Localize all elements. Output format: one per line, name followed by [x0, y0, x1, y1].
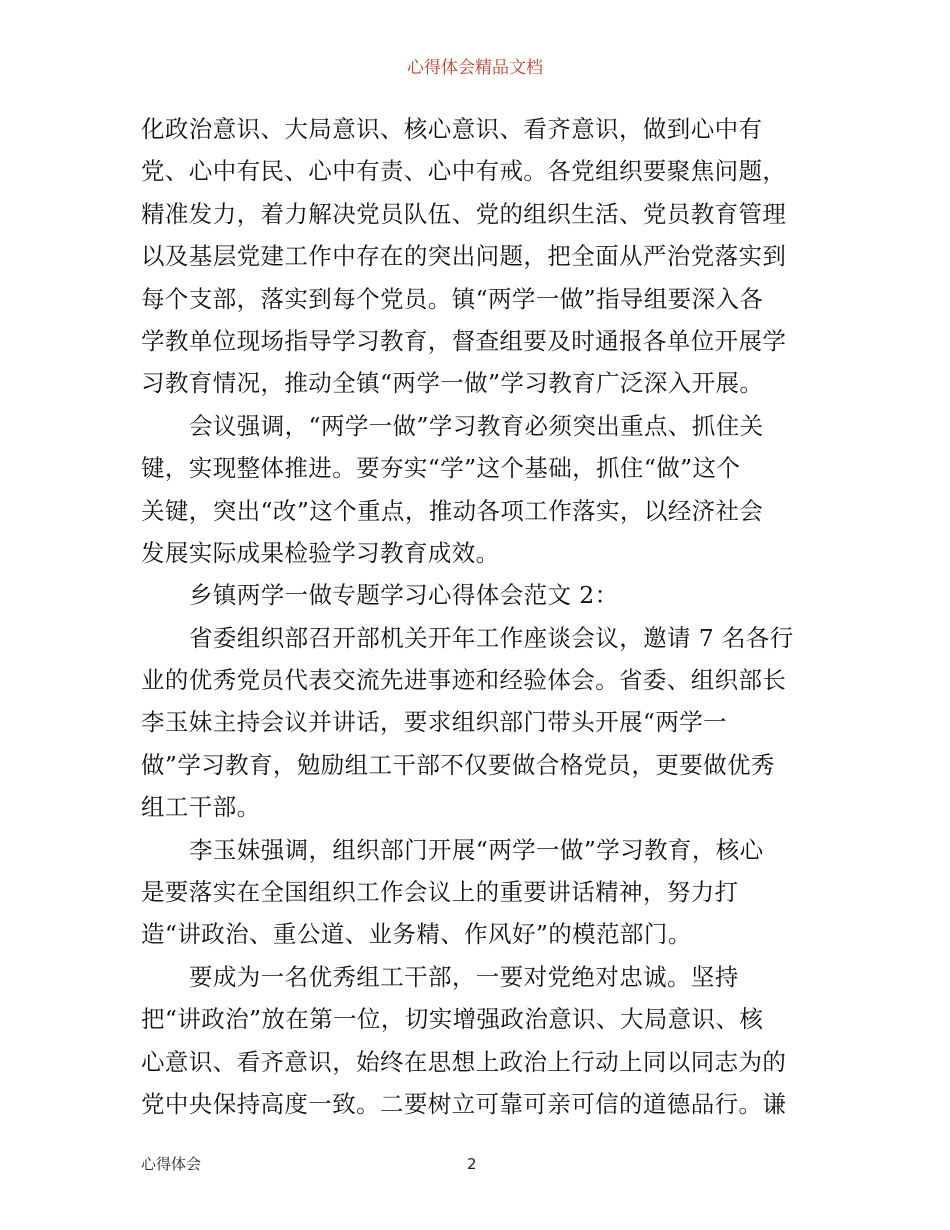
- body-line: 键，实现整体推进。要夯实“学”这个基础，抓住“做”这个: [141, 454, 741, 483]
- body-line: 心意识、看齐意识，始终在思想上政治上行动上同以同志为的: [141, 1047, 787, 1076]
- body-line: 李玉妹强调，组织部门开展“两学一做”学习教育，核心: [189, 835, 764, 864]
- body-line: 造“讲政治、重公道、业务精、作风好”的模范部门。: [141, 920, 692, 949]
- section-heading: 乡镇两学一做专题学习心得体会范文 2：: [189, 581, 619, 610]
- footer-label: 心得体会: [141, 1155, 202, 1173]
- body-line: 做”学习教育，勉励组工干部不仅要做合格党员，更要做优秀: [141, 750, 775, 779]
- body-line: 要成为一名优秀组工干部，一要对党绝对忠诚。坚持: [189, 962, 739, 991]
- page-number: 2: [467, 1155, 477, 1173]
- body-line: 学教单位现场指导学习教育，督查组要及时通报各单位开展学: [141, 326, 787, 355]
- body-line: 组工干部。: [141, 793, 261, 822]
- body-line: 党中央保持高度一致。二要树立可靠可亲可信的道德品行。谦: [141, 1089, 787, 1118]
- body-line: 李玉妹主持会议并讲话，要求组织部门带头开展“两学一: [141, 708, 728, 737]
- body-line: 习教育情况，推动全镇“两学一做”学习教育广泛深入开展。: [141, 369, 764, 398]
- body-line: 把“讲政治”放在第一位，切实增强政治意识、大局意识、核: [141, 1005, 764, 1034]
- body-line: 关键，突出“改”这个重点，推动各项工作落实，以经济社会: [141, 496, 764, 525]
- page-header-title: 心得体会精品文档: [407, 58, 543, 78]
- body-line: 发展实际成果检验学习教育成效。: [141, 538, 500, 567]
- body-line: 省委组织部召开部机关开年工作座谈会议，邀请 7 名各行: [189, 623, 794, 652]
- body-line: 精准发力，着力解决党员队伍、党的组织生活、党员教育管理: [141, 199, 787, 228]
- body-line: 党、心中有民、心中有责、心中有戒。各党组织要聚焦问题，: [141, 157, 787, 186]
- body-line: 会议强调，“两学一做”学习教育必须突出重点、抓住关: [189, 411, 764, 440]
- document-body: [141, 108, 821, 1125]
- body-line: 化政治意识、大局意识、核心意识、看齐意识，做到心中有: [141, 115, 763, 143]
- body-line: 业的优秀党员代表交流先进事迹和经验体会。省委、组织部长: [141, 666, 787, 695]
- body-line: 是要落实在全国组织工作会议上的重要讲话精神，努力打: [141, 878, 739, 907]
- body-line: 以及基层党建工作中存在的突出问题，把全面从严治党落实到: [141, 242, 787, 271]
- body-line: 每个支部，落实到每个党员。镇“两学一做”指导组要深入各: [141, 284, 764, 313]
